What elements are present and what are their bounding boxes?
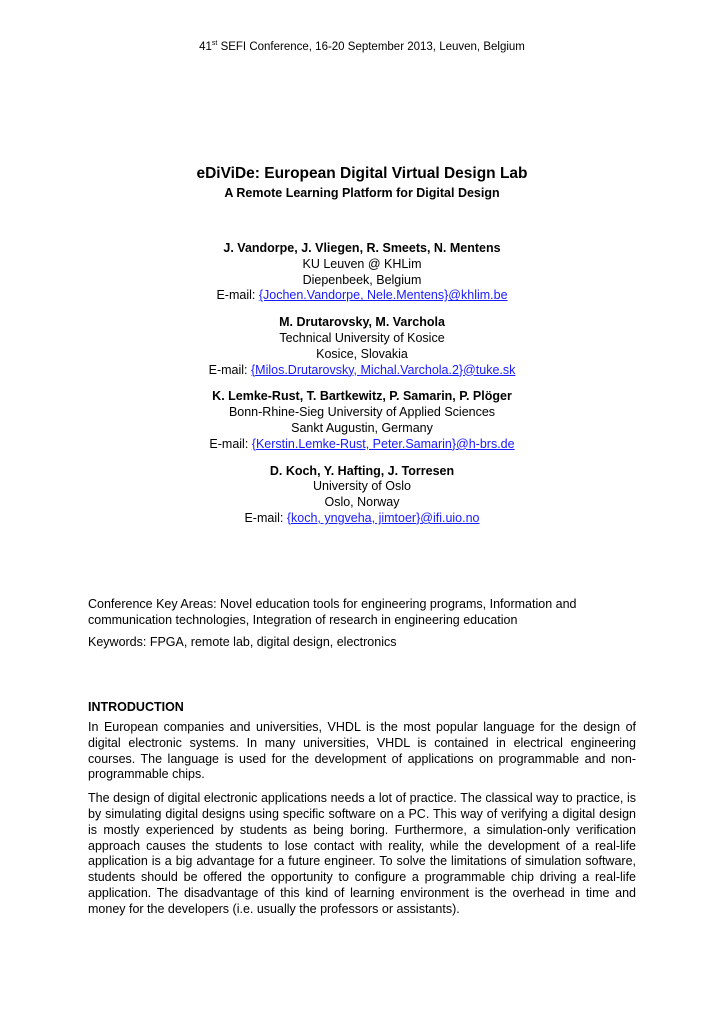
affiliation-block [0, 315, 724, 378]
email-link[interactable]: {Jochen.Vandorpe, Nele.Mentens}@khlim.be [258, 288, 508, 303]
institution: University of Oslo [313, 479, 411, 494]
paper-metadata [88, 596, 638, 656]
location: Diepenbeek, Belgium [302, 272, 422, 287]
paragraph: The design of digital electronic applications needs a lot of practice. The classical way to practice, is by simulating digital designs using specific software on a PC. This way of verifying a digital design is mostly experienced by students as being boring. Furthermore, a simulation-only verification approach causes the students to lose contact with reality, while the development of a real-life application is a big advantage for a future engineer. To solve the limitations of simulation software, students should be offered the opportunity to configure a programmable chip driving a real-life application. The disadvantage of this kind of learning environment is the overhead in time and money for the developers (i.e. usually the professors or assistants). [88, 791, 636, 916]
institution: Technical University of Kosice [279, 330, 445, 345]
header-text: SEFI Conference, 16-20 September 2013, Leuven, Belgium [217, 40, 525, 53]
author-names: D. Koch, Y. Hafting, J. Torresen [269, 463, 455, 478]
author-names: M. Drutarovsky, M. Varchola [279, 315, 445, 330]
email-label: E-mail: [244, 510, 287, 525]
header-number: 41 [199, 40, 212, 53]
email-label: E-mail: [216, 288, 259, 303]
location: Sankt Augustin, Germany [291, 420, 433, 435]
email-line [0, 437, 724, 453]
author-names: J. Vandorpe, J. Vliegen, R. Smeets, N. Mentens [223, 241, 501, 255]
header-ordinal: st [211, 40, 218, 47]
conference-header [0, 40, 724, 53]
paper-title: eDiViDe: European Digital Virtual Design Lab [196, 165, 528, 182]
email-label: E-mail: [209, 436, 252, 451]
institution: Bonn-Rhine-Sieg University of Applied Sciences [228, 405, 496, 420]
email-link[interactable]: {Milos.Drutarovsky, Michal.Varchola.2}@tuke.sk [250, 362, 516, 377]
affiliation-block [0, 464, 724, 527]
email-line [0, 288, 724, 304]
affiliation-block [0, 389, 724, 452]
section-heading: INTRODUCTION [88, 700, 184, 714]
title-block [0, 164, 724, 202]
email-line [0, 511, 724, 527]
location: Kosice, Slovakia [316, 346, 408, 361]
email-link[interactable]: {koch, yngveha, jimtoer}@ifi.uio.no [286, 510, 480, 525]
email-line [0, 363, 724, 379]
affiliation-block [0, 241, 724, 304]
institution: KU Leuven @ KHLim [302, 256, 422, 271]
paragraph: In European companies and universities, VHDL is the most popular language for the design of digital electronic systems. In many universities, VHDL is contained in electrical engineering courses. The language is used for the development of applications on programmable and non-programmable chips. [88, 720, 636, 782]
introduction-body [88, 720, 636, 926]
conference-key-areas: Conference Key Areas: Novel education tools for engineering programs, Information and communication technologies, Integration of research in engineering education [88, 597, 577, 627]
paper-subtitle: A Remote Learning Platform for Digital Design [224, 186, 500, 200]
author-names: K. Lemke-Rust, T. Bartkewitz, P. Samarin, P. Plöger [212, 389, 512, 404]
author-list [0, 241, 724, 538]
keywords: Keywords: FPGA, remote lab, digital design, electronics [88, 635, 397, 649]
email-label: E-mail: [208, 362, 251, 377]
location: Oslo, Norway [324, 495, 400, 510]
email-link[interactable]: {Kerstin.Lemke-Rust, Peter.Samarin}@h-brs.de [251, 436, 515, 451]
